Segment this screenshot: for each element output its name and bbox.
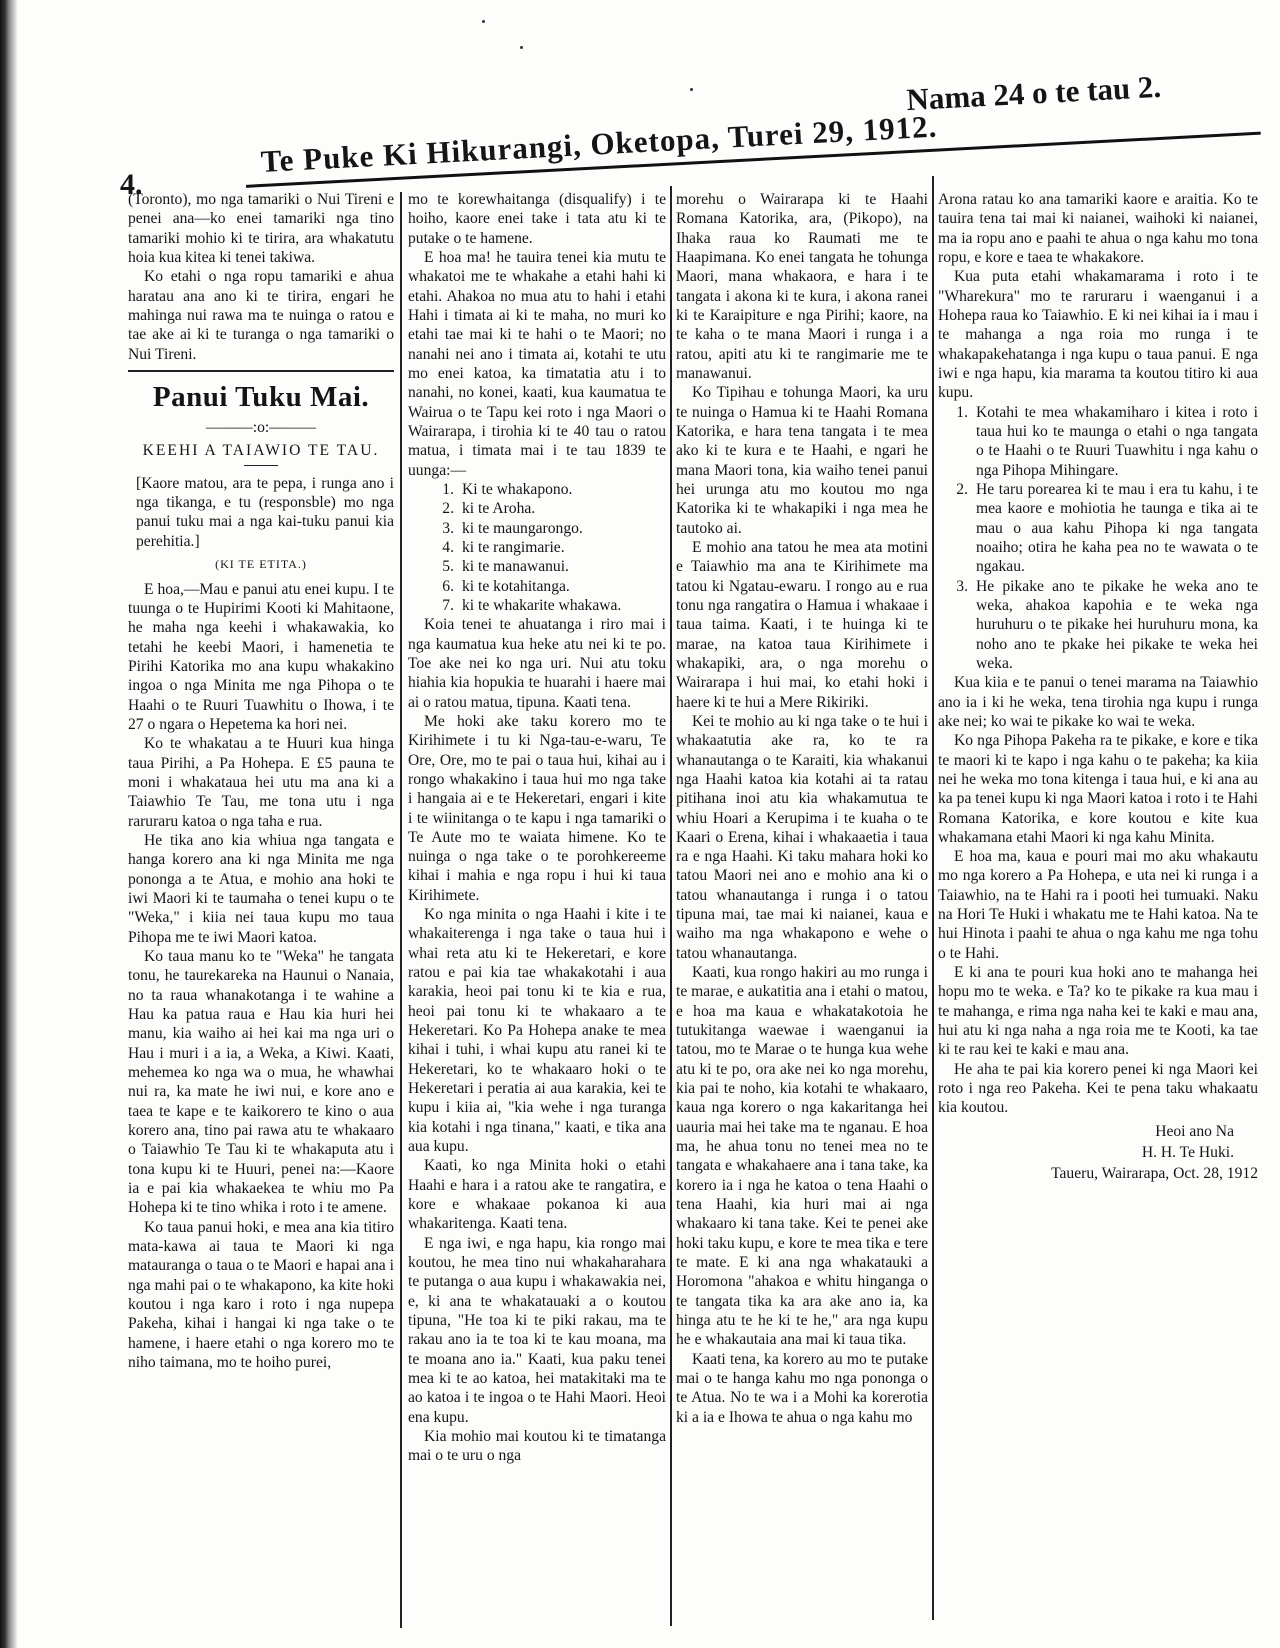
paragraph: E hoa ma, kaua e pouri mai mo aku whakautu mo nga korero a Pa Hohepa, e uta nei ki runga i a Taiawhio, na te Hahi ra i pooti hei tumuaki. Naku na Hori Te Huki i whakatu me te Hahi katoa. Na te hui Hinota i paahi te ahua o nga kahu me nga tohu o te Hahi. <box>938 848 1258 962</box>
paragraph: He tika ano kia whiua nga tangata e hanga korero ana ki nga Minita me nga pononga a te Atua, e mohio ana hoki te iwi Maori ki te taumaha o tenei kupu o te "Weka," i kiia nei taua kupu mo taua Pihopa me te iwi Maori katoa. <box>128 832 394 946</box>
list-number: 1. <box>956 403 968 421</box>
column-rule <box>670 186 672 1626</box>
paragraph: Kua kiia e te panui o tenei marama na Taiawhio ano ia i ki he weka, tena tirohia nga kupu i runga ake nei; ko wai te pikake ko wai te weka. <box>938 674 1258 730</box>
paragraph: Arona ratau ko ana tamariki kaore e araitia. Ko te tauira tena tai mai ki naianei, waihoki ki naianei, ma ia ropu ano e paahi te ahua o nga kahu mo tona ropu, e kore e taea te whakakore. <box>938 191 1258 266</box>
column-rule <box>400 192 402 1628</box>
list-item <box>408 519 666 538</box>
paragraph: (Toronto), mo nga tamariki o Nui Tireni e penei ana—ko enei tamariki nga tino tamariki mohio ki te tirira, ara whakatutu hoia kua kitea ki tenei takiwa. <box>128 191 394 266</box>
column-rule <box>932 176 934 1620</box>
paragraph: Ko taua manu ko te "Weka" he tangata tonu, he taurekareka na Haunui o Nanaia, no ta raua whanakotanga i te wahine a Hau ka patua raua e Hau kia huri hei manu, kia waiho ai hei kai ma nga uri o Hau i muri i a ia, a Weka, a Kiwi. Kaati, mehemea ko nga wa o mua, he whawhai nui ra, ka mate he iwi nui, e kore ano e taea te kape e te kaikorero te kino o aua korero ana, tino pai rawa atu te whakaaro o Taiawhio Te Tau ki te whakaputa atu i tona kupu ki te Huuri, penei na:—Kaore ia e pai kia whakaekea te whiu mo Pa Hohepa ki te tino whika i roto i te amene. <box>128 947 394 1217</box>
list-text: ki te rangimarie. <box>462 538 565 556</box>
list-item <box>938 577 1258 674</box>
list-text: ki te Aroha. <box>462 500 536 518</box>
paragraph: Ko nga minita o nga Haahi i kite i te whakaiterenga i nga take o taua hui i whai reta atu ki te Hekeretari, e kore ratou e pai kia tae whakakotahi i aua karakia, heoi pai tonu ki te kia e rua, heoi pai tonu ki te whakaaro a te Hekeretari. Ko Pa Hohepa anake te mea kihai i tuhi, i whai kupu atu ranei ki te Hekeretari, ko te whakaaro hoki o te Hekeretari i peratia ai aua karakia, kei te kupu i kiia ai, "kia wehe i nga turanga kia kotahi i nga tinana," kaati, e tika ana aua kupu. <box>408 906 666 1156</box>
paragraph: mo te korewhaitanga (disqualify) i te hoiho, kaore enei take i tata atu ki te putake o te hamene. <box>408 191 666 247</box>
list-number: 6. <box>442 577 454 595</box>
numbered-list <box>408 480 666 615</box>
list-text: He taru porearea ki te mau i era tu kahu, i te mea kaore e mohiotia he taunga e tika ai te mau o aua kahu Pihopa ki nga tangata noaiho; otira he kaha pea no te wawata o te ngakau. <box>976 480 1258 576</box>
paragraph: morehu o Wairarapa ki te Haahi Romana Katorika, ara, (Pikopo), na Ihaka raua ko Raumati me te Haapimana. Ko enei tangata he tohunga Maori, mana whakaora, e hara i te tangata i akona ki te kura, i akona ranei ki te Karaipiture e nga Pirihi; kaore, na te kaha o te mana Maori i runga i a ratou, apiti atu ki te rangimarie me te manawanui. <box>676 191 928 382</box>
list-item <box>408 577 666 596</box>
newspaper-title: Te Puke Ki Hikurangi, Oketopa, Turei 29, 1912. <box>259 108 939 180</box>
list-text: ki te manawanui. <box>462 558 569 576</box>
list-item <box>408 480 666 499</box>
list-text: ki te whakarite whakawa. <box>462 596 622 614</box>
list-number: 1. <box>442 480 454 498</box>
section-divider <box>128 370 394 372</box>
list-text: ki te kotahitanga. <box>462 577 570 595</box>
list-item <box>408 499 666 518</box>
list-number: 2. <box>956 480 968 498</box>
paragraph: E ki ana te pouri kua hoki ano te mahanga hei hopu mo te weka. e Ta? ko te pikake ra kua mau i te mahanga, e rima nga naha kei te kaki e mau ana, hui atu ki nga naha a nga roia me te Kooti, ka tae ki te rau kei te kaki e mau ana. <box>938 964 1258 1059</box>
paragraph: Me hoki ake taku korero mo te Kirihimete i tu ki Nga-tau-e-waru, Te Ore, Ore, mo te pai o taua hui, kihai au i rongo whakakino i taua hui mo nga take i hangaia ai e te Hekeretari, engari i kite i te wiinitanga o te kapu i nga tamariki o Te Aute mo te waiata himene. Ko te nuinga o nga take o te porohkereeme kihai i mahia e nga ropu i hui ki taua Kirihimete. <box>408 712 666 904</box>
paragraph: Kaati, kua rongo hakiri au mo runga i te marae, e aukatitia ana i etahi o matou, e hoa ma kaua e whakatakotoia he tutukitanga waewae i waenganui ia tatou, mo te Marae o te hunga kua wehe atu ki te po, ora ake nei ko nga morehu, kia pai te noho, kia kotahi te whakaaro, kaua nga korero o nga kakaritanga hei uauria mai hei take ma te nganau. E hoa ma, he ahua tonu no tenei mea no te tangata e whakahaere ana i tana take, ka korero ia i nga he katoa o tena Haahi o tena Haahi, kia huri mai ai nga whakaaro ki tana take. Kei te penei ake hoki taku kupu, e kore te mea tika e tere te mate. E ki ana nga whakatauki a Horomona "ahakoa e whitu hinganga o te tangata tika ka ara ake ano ia, ka hinga atu te he ki te he," ara nga kupu he e whakautaia ana mai ki taua tika. <box>676 964 928 1349</box>
scan-edge <box>0 0 20 1648</box>
list-item <box>408 538 666 557</box>
column-2 <box>408 190 666 1630</box>
paragraph: He aha te pai kia korero penei ki nga Maori kei roto i nga reo Pakeha. Kei te pena taku whakaatu kia koutou. <box>938 1060 1258 1117</box>
paragraph: Kua puta etahi whakamarama i roto i te "Wharekura" mo te raruraru i waenganui i a Hohepa raua ko Taiawhio. E ki nei kihai ia i mau i te mahanga a nga roia mo runga i te whakapakehatanga i nga kupu o taua panui. E nga iwi e nga hapu, kia marama ta koutou titiro ki aua kupu. <box>938 268 1258 402</box>
place-date: Taueru, Wairarapa, Oct. 28, 1912 <box>1051 1165 1258 1183</box>
paragraph: E mohio ana tatou he mea ata motini e Taiawhio ma ana te Kirihimete ma tatou ki Ngatau-ewaru. I rongo au e rua tonu nga rangatira o Hamua i whakaae i taua taima. Kaati, i te huinga ki te marae, na katoa taua Kirihimete i whakapiki, ara, o nga morehu o Wairarapa i hui mai, ko etahi hoki i haere ki te hui a Mere Rikiriki. <box>676 538 928 711</box>
paragraph: Kia mohio mai koutou ki te timatanga mai o te uru o nga <box>408 1428 666 1465</box>
paragraph: Kaati tena, ka korero au mo te putake mai o te hanga kahu mo nga pononga o te Atua. No te wa i a Mohi ka korerotia ki a ia e Ihowa te ahua o nga kahu mo <box>676 1350 928 1426</box>
editorial-note: [Kaore matou, ara te pepa, i runga ano i nga tikanga, e tu (responsble) mo nga panui tuku mai a nga kai-tuku panui kia perehitia.] <box>136 474 394 550</box>
column-4 <box>938 190 1258 1630</box>
list-text: He pikake ano te pikake he weka ano te weka, ahakoa kapohia e te weka nga huruhuru o te pikake hei huruhuru mona, ka noho ano te pkake hei pikake te weka hei weka. <box>976 577 1258 672</box>
sign-off: Heoi ano Na <box>1155 1122 1234 1140</box>
list-text: ki te maungarongo. <box>462 519 583 537</box>
list-item <box>938 403 1258 480</box>
article-subheading: KEEHI A TAIAWIO TE TAU. <box>142 442 380 460</box>
paragraph: E nga iwi, e nga hapu, kia rongo mai koutou, he mea tino nui whakaharahara te putanga o aua kupu i whakawakia nei, e, ki ana te whakatauaki a o koutou tipuna, "He toa ki te piki rakau, ma te rakau ano ia te toa ki te kau moana, ma te moana ano ia." Kaati, kua paku tenei mea ki te ao katoa, hei matakitaki ma te ao katoa i te ingoa o te Hahi Maori. Heoi ena kupu. <box>408 1234 666 1426</box>
list-item <box>408 596 666 615</box>
paragraph: Kaati, ko nga Minita hoki o etahi Haahi e hara i a ratou ake te rangatira, e kore e whakaae pokanoa ki aua whakaritenga. Kaati tena. <box>408 1157 666 1233</box>
masthead <box>258 52 1261 184</box>
numbered-list <box>938 403 1258 674</box>
paragraph: Ko te whakatau a te Huuri kua hinga taua Pirihi, a Pa Hohepa. E £5 pauna te moni i whakataua hei utu ma ana ki a Taiawhio Te Tau, me tona utu i nga raruraru katoa o nga taha e rua. <box>128 735 394 830</box>
section-heading: Panui Tuku Mai. <box>152 380 370 413</box>
list-text: Kotahi te mea whakamiharo i kitea i roto i taua hui ko te maunga o etahi o nga tangata o te Haahi o te Ruuri Tuawhitu i nga kahu o nga Pihopa Mihingare. <box>976 403 1258 479</box>
list-number: 3. <box>442 519 454 537</box>
column-1 <box>128 190 394 1630</box>
list-number: 5. <box>442 558 454 576</box>
list-item <box>408 557 666 576</box>
list-number: 7. <box>442 596 454 614</box>
list-item <box>938 480 1258 577</box>
list-number: 3. <box>956 577 968 595</box>
paragraph: Ko etahi o nga ropu tamariki e ahua haratau ana ano ki te tirira, engari he mahinga nui rawa ma te nuinga o ratou e tae ake ai ki te turanga o nga tamariki o Nui Tireni. <box>128 268 394 363</box>
paragraph: E hoa,—Mau e panui atu enei kupu. I te tuunga o te Hupirimi Kooti ki Mahitaone, he maha nga keehi i whakawakia, ko tetahi he keebi Maori, i hamenetia te Pirihi Katorika mo ana kupu whakakino ingoa o nga Minita me nga Pihopa o te Haahi o te Ruuri Tuawhitu o Ihowa, i te 27 o ngara o Hepetema ka hori nei. <box>128 580 394 734</box>
paragraph: Ko taua panui hoki, e mea ana kia titiro mata-kawa ai taua te Maori ki nga matauranga o taua o te Maori e hapai ana i nga mahi pai o te whakapono, ka kite hoki koutou i nga karo i roto i nga nupepa Pakeha, kihai i hangai ki nga take o te hamene, i haere etahi o nga korero mo te niho taimana, mo te hoiho purei, <box>128 1218 394 1371</box>
short-rule <box>244 465 278 466</box>
page-number: 4. <box>120 168 143 201</box>
issue-number: Nama 24 o te tau 2. <box>905 68 1162 118</box>
paragraph: E hoa ma! he tauira tenei kia mutu te whakatoi me te whakahe a etahi hahi ki etahi. Ahakoa no mua atu to hahi i etahi Hahi i timata ai ki te maha, no muri ko etahi tae mai ki te hahi o te Maori; no nanahi nei ano i timata ai, kotahi te utu mo enei katoa, ka timatatia atu i to nanahi, no konei, kaati, kua kaumatua te Wairua o te Tapu kei roto i nga Maori o Wairarapa, i tirohia ki te 40 tau o ratou matua, i timata mai i te tau 1839 te uunga:— <box>408 248 666 479</box>
paragraph: Koia tenei te ahuatanga i riro mai i nga kaumatua kua heke atu nei ki te po. Toe ake nei ko nga uri. Nui atu toku hiahia kia hopukia te huarahi i haere mai ai o ratou matua, tipuna. Kaati tena. <box>408 616 666 711</box>
list-number: 4. <box>442 538 454 556</box>
column-3 <box>676 190 928 1630</box>
list-text: Ki te whakapono. <box>462 480 573 498</box>
list-number: 2. <box>442 500 454 518</box>
paragraph: Kei te mohio au ki nga take o te hui i whakaatutia ake ra, ko te ra whanautanga o te Karaiti, kia whakanui nga Haahi katoa kia kotahi ai ta ratau pitihana inoi atu kia whakamutua te whiu Hoari a Kerupima i te kuaha o te Kaari o Erena, kihai i whakaaetia i taua ra e nga Haahi. Ki taku mahara hoki ko tatou Maori nei ano e mohio ana ki o tatou whanautanga i runga i o tatou tipuna mai, tae mai ki naianei, kaua e waiho ma nga whakapono e wehe o tatou whanautanga. <box>676 712 928 962</box>
paragraph: Ko nga Pihopa Pakeha ra te pikake, e kore e tika te maori ki te kapo i nga kahu o te pakeha; ka kiia nei he weka mo tona kitenga i taua hui, e ki ana au ka pa tenei kupu ki nga Maori katoa i roto i te Hahi Romana Katorika, e kore koutou e kite kua whakamana etahi Maori ki nga kahu Minita. <box>938 732 1258 846</box>
paragraph: Ko Tipihau e tohunga Maori, ka uru te nuinga o Hamua ki te Haahi Romana Katorika, e hara tena tangata i te mea ako ki te kura e te Haahi, e ngari he mana Maori tona, kia waiho tenei panui hei urunga atu mo koutou mo nga Katorika ki te whakapiki i nga mea he tautoko ai. <box>676 384 928 537</box>
to-editor-label: (KI TE ETITA.) <box>215 556 307 571</box>
ornament-divider: ———:o:——— <box>205 418 317 436</box>
scan-speck <box>520 46 523 49</box>
scan-speck <box>482 20 485 23</box>
signature: H. H. Te Huki. <box>1141 1144 1234 1162</box>
